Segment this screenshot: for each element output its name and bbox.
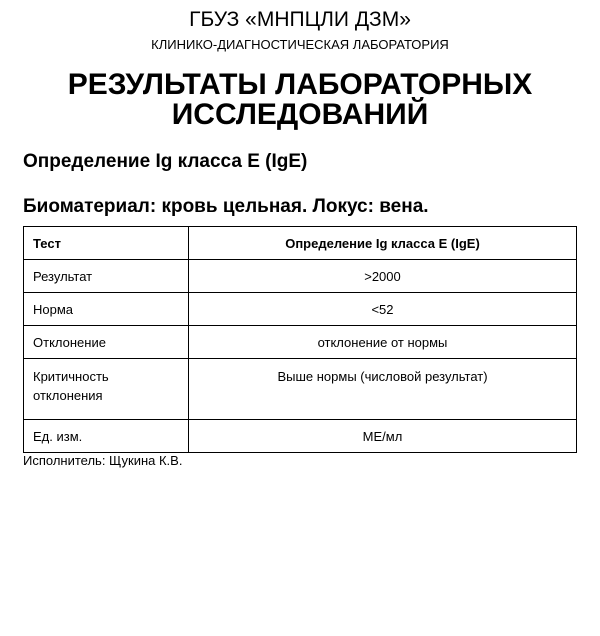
column-header-test-name: Определение Ig класса E (IgE) — [189, 227, 577, 260]
page-title — [0, 70, 600, 130]
table-row — [24, 420, 577, 453]
table-row — [24, 359, 577, 420]
row-label: Отклонение — [24, 326, 189, 359]
organization-name: ГБУЗ «МНПЦЛИ ДЗМ» — [189, 8, 411, 31]
table-row — [24, 326, 577, 359]
row-value: Выше нормы (числовой результат) — [189, 359, 577, 420]
column-header-test: Тест — [24, 227, 189, 260]
biomaterial-info: Биоматериал: кровь цельная. Локус: вена. — [23, 196, 429, 217]
page-title-line-2: ИССЛЕДОВАНИЙ — [171, 98, 429, 131]
page-title-line-1: РЕЗУЛЬТАТЫ ЛАБОРАТОРНЫХ — [67, 68, 533, 101]
row-label: Ед. изм. — [24, 420, 189, 453]
row-label: Норма — [24, 293, 189, 326]
table-row — [24, 293, 577, 326]
row-value: <52 — [189, 293, 577, 326]
row-value: МЕ/мл — [189, 420, 577, 453]
row-value: отклонение от нормы — [189, 326, 577, 359]
row-value: >2000 — [189, 260, 577, 293]
test-title: Определение Ig класса E (IgE) — [23, 151, 308, 172]
row-label: Критичность отклонения — [24, 359, 189, 420]
results-table — [23, 226, 577, 453]
row-label: Результат — [24, 260, 189, 293]
laboratory-name: КЛИНИКО-ДИАГНОСТИЧЕСКАЯ ЛАБОРАТОРИЯ — [151, 37, 449, 52]
table-header-row — [24, 227, 577, 260]
executor: Исполнитель: Щукина К.В. — [23, 453, 183, 468]
table-row — [24, 260, 577, 293]
